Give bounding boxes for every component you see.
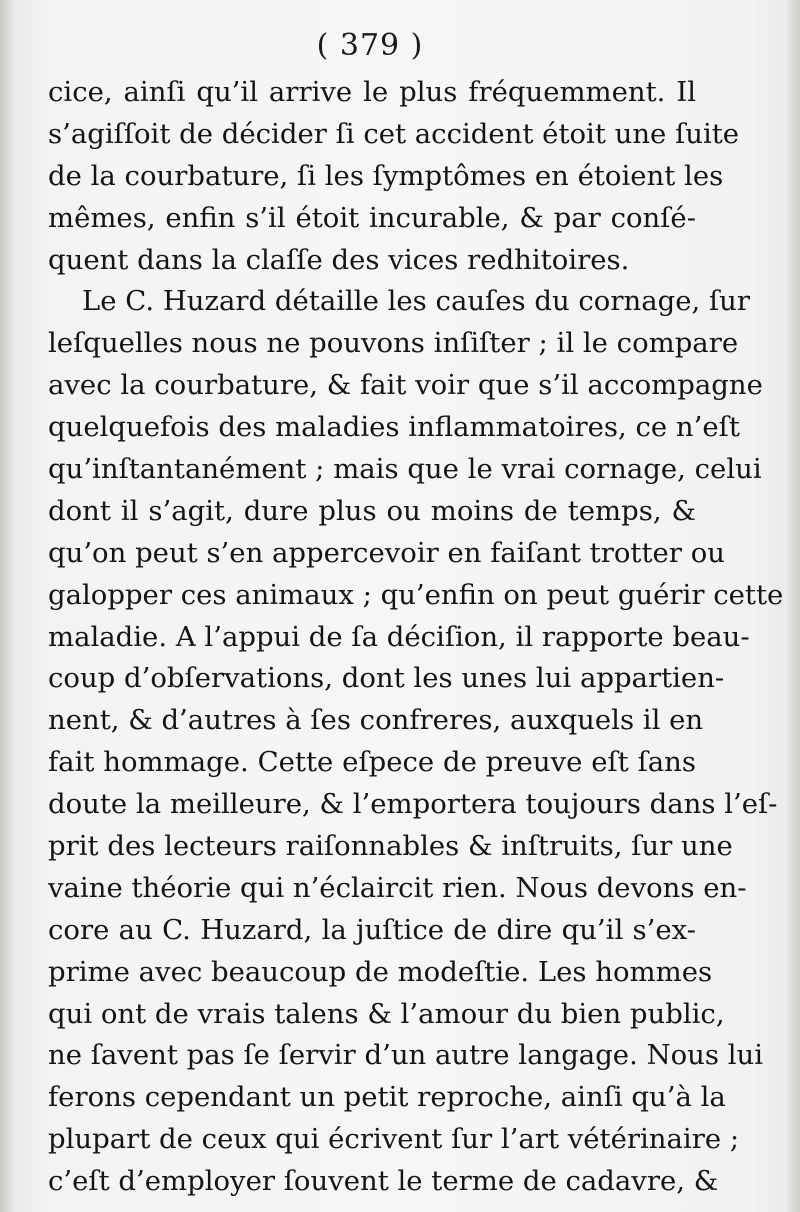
text-line: qu’on peut s’en appercevoir en faiſant trotter ou [48, 536, 725, 569]
text-line: vaine théorie qui n’éclaircit rien. Nous devons en- [48, 871, 747, 904]
text-line: prime avec beaucoup de modeſtie. Les hommes [48, 955, 713, 988]
text-line: nent, & d’autres à ſes confreres, auxquels il en [48, 704, 704, 737]
text-line: qu’inſtantanément ; mais que le vrai cornage, celui [48, 453, 762, 486]
text-line: s’agiſſoit de décider ſi cet accident étoit une ſuite [48, 117, 740, 150]
text-line: avec la courbature, & fait voir que s’il accompagne [48, 369, 763, 402]
text-line: ne ſavent pas ſe ſervir d’un autre langage. Nous lui [48, 1039, 764, 1072]
text-line: de la courbature, ſi les ſymptômes en étoient les [48, 159, 724, 192]
text-line: maladie. A l’appui de ſa déciſion, il rapporte beau- [48, 620, 750, 653]
text-line: leſquelles nous ne pouvons inſiſter ; il le compare [48, 327, 739, 360]
text-line: c’eſt d’employer ſouvent le terme de cadavre, & [48, 1165, 719, 1198]
body-text [48, 72, 784, 1203]
text-line: Le C. Huzard détaille les cauſes du cornage, ſur [82, 285, 751, 318]
text-line: doute la meilleure, & l’emportera toujours dans l’eſ- [48, 788, 778, 821]
text-line: ferons cependant un petit reproche, ainſi qu’à la [48, 1081, 726, 1114]
text-line: prit des lecteurs raiſonnables & inſtruits, ſur une [48, 830, 733, 863]
page-right-edge [786, 0, 800, 1212]
text-line: dont il s’agit, dure plus ou moins de temps, & [48, 494, 696, 527]
page-number: ( 379 ) [316, 28, 424, 63]
text-line: galopper ces animaux ; qu’enfin on peut guérir cette [48, 578, 784, 611]
text-line: fait hommage. Cette eſpece de preuve eſt ſans [48, 746, 696, 779]
text-line: quelquefois des maladies inflammatoires, ce n’eſt [48, 411, 740, 444]
text-line: cice, ainſi qu’il arrive le plus fréquemment. Il [48, 76, 696, 108]
text-line: mêmes, enfin s’il étoit incurable, & par conſé- [48, 201, 696, 234]
text-line: quent dans la claſſe des vices redhitoires. [48, 243, 630, 276]
text-line: coup d’obſervations, dont les unes lui appartien- [48, 662, 725, 695]
page-left-edge [0, 0, 14, 1212]
text-line: qui ont de vrais talens & l’amour du bien public, [48, 997, 725, 1030]
text-line: core au C. Huzard, la juſtice de dire qu’il s’ex- [48, 913, 696, 946]
text-line: plupart de ceux qui écrivent ſur l’art vétérinaire ; [48, 1123, 740, 1156]
